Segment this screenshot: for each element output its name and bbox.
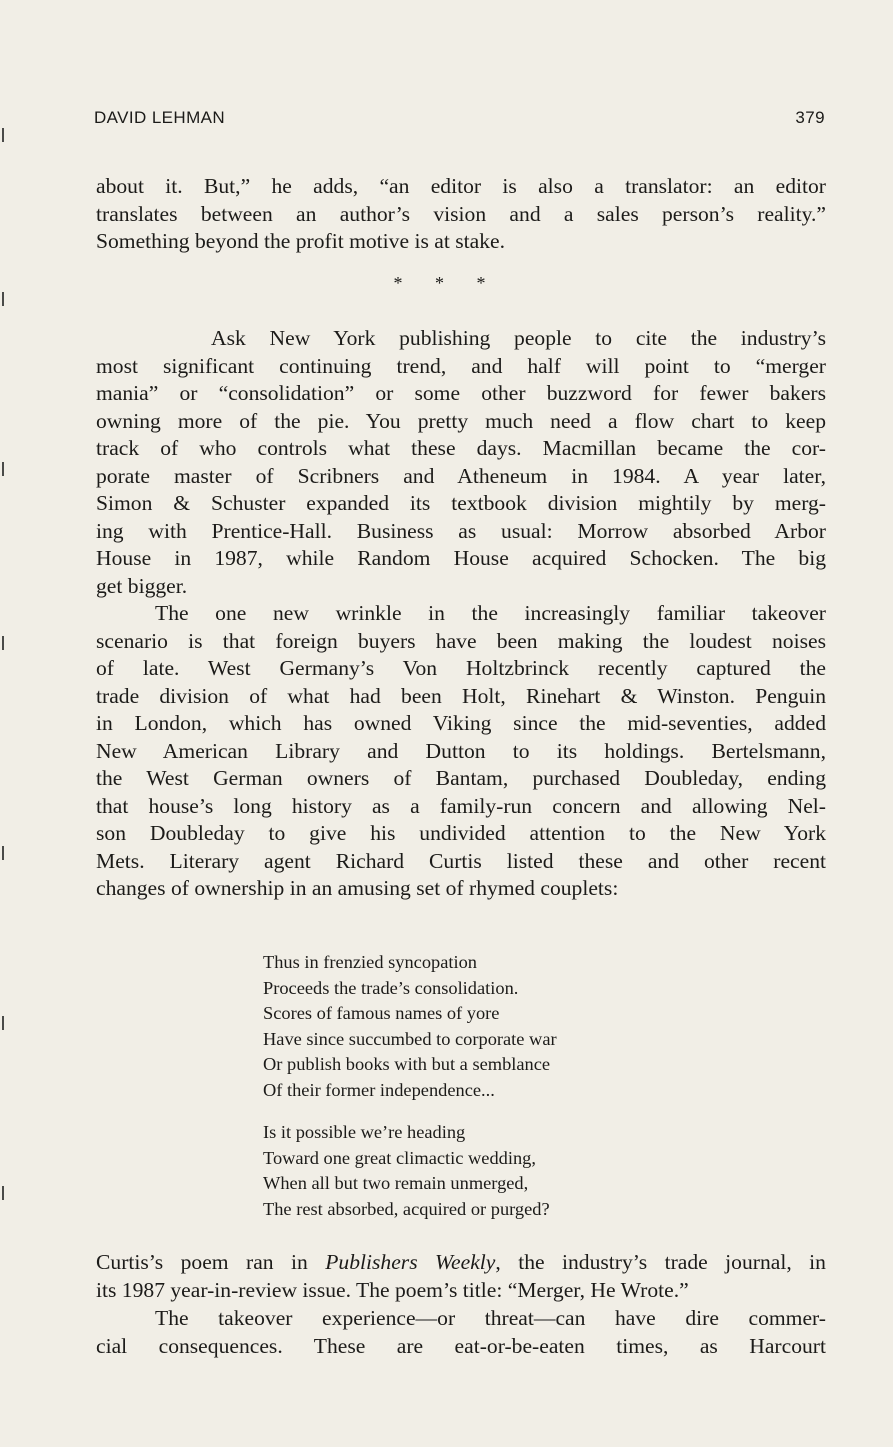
text-line: most significant continuing trend, and half will point to “merger xyxy=(96,353,826,378)
running-head-author: DAVID LEHMAN xyxy=(94,108,226,127)
text-line: mania” or “consolidation” or some other buzzword for fewer bakers xyxy=(96,381,826,405)
text-line: House in 1987, while Random House acquired Schocken. The big xyxy=(96,546,826,570)
publication-title: Publishers Weekly xyxy=(325,1250,496,1274)
paragraph-2 xyxy=(96,325,826,600)
poem-line: The rest absorbed, acquired or purged? xyxy=(263,1198,550,1219)
text-line: trade division of what had been Holt, Rinehart & Winston. Penguin xyxy=(96,683,826,708)
poem-line: Toward one great climactic wedding, xyxy=(263,1147,536,1168)
paragraph-1 xyxy=(96,173,826,256)
poem-line: Thus in frenzied syncopation xyxy=(263,952,477,972)
text-line: its 1987 year-in-review issue. The poem’s title: “Merger, He Wrote.” xyxy=(96,1277,689,1302)
poem-line: When all but two remain unmerged, xyxy=(263,1173,529,1193)
text-line: scenario is that foreign buyers have been making the loudest noises xyxy=(96,628,826,653)
binding-mark xyxy=(2,462,4,476)
text-line: Mets. Literary agent Richard Curtis listed these and other recent xyxy=(96,848,826,873)
text-line: porate master of Scribners and Atheneum in 1984. A year later, xyxy=(96,463,826,488)
page-number: 379 xyxy=(795,108,825,127)
poem-line: Or publish books with but a semblance xyxy=(263,1054,551,1074)
poem-line: Scores of famous names of yore xyxy=(263,1003,500,1023)
text-line: get bigger. xyxy=(96,573,188,598)
text-line: The takeover experience—or threat—can have dire commer- xyxy=(155,1306,826,1330)
binding-mark xyxy=(2,1016,4,1030)
text-line: changes of ownership in an amusing set of rhymed couplets: xyxy=(96,876,619,900)
poem-stanza-2 xyxy=(263,1120,743,1222)
poem-line: Have since succumbed to corporate war xyxy=(263,1028,557,1049)
paragraph-5 xyxy=(96,1305,826,1360)
text-run: Curtis’s poem ran in xyxy=(96,1250,326,1274)
text-line: translates between an author’s vision and a sales person’s reality.” xyxy=(96,201,826,226)
text-line: cial consequences. These are eat-or-be-eaten times, as Harcourt xyxy=(96,1333,826,1358)
binding-mark xyxy=(2,292,4,306)
binding-mark xyxy=(2,1186,4,1200)
text-line: of late. West Germany’s Von Holtzbrinck recently captured the xyxy=(96,656,826,680)
poem-line: Of their former independence... xyxy=(263,1079,495,1100)
text-line: that house’s long history as a family-run concern and allowing Nel- xyxy=(96,793,826,818)
paragraph-3 xyxy=(96,600,826,903)
binding-mark xyxy=(2,636,4,650)
text-line: the West German owners of Bantam, purchased Doubleday, ending xyxy=(96,766,826,790)
paragraph-4 xyxy=(96,1249,826,1304)
text-line: Something beyond the profit motive is at stake. xyxy=(96,229,506,253)
poem-stanza-1 xyxy=(263,950,743,1103)
text-line: owning more of the pie. You pretty much need a flow chart to keep xyxy=(96,408,826,433)
text-line: Ask New York publishing people to cite the industry’s xyxy=(211,326,826,350)
poem-excerpt xyxy=(263,950,743,1239)
text-line: Simon & Schuster expanded its textbook division mightily by merg- xyxy=(96,491,826,515)
text-line: about it. But,” he adds, “an editor is also a translator: an editor xyxy=(96,174,826,198)
text-run: , the industry’s trade journal, in xyxy=(495,1250,826,1274)
text-line: ing with Prentice-Hall. Business as usual: Morrow absorbed Arbor xyxy=(96,518,826,543)
text-line: son Doubleday to give his undivided attention to the New York xyxy=(96,821,826,845)
text-line: The one new wrinkle in the increasingly familiar takeover xyxy=(155,601,826,625)
text-line: New American Library and Dutton to its holdings. Bertelsmann, xyxy=(96,738,826,763)
poem-line: Proceeds the trade’s consolidation. xyxy=(263,977,519,998)
text-line: track of who controls what these days. Macmillan became the cor- xyxy=(96,436,826,460)
section-separator: * * * xyxy=(393,273,500,293)
binding-mark xyxy=(2,846,4,860)
poem-line: Is it possible we’re heading xyxy=(263,1122,466,1142)
text-line xyxy=(96,1249,826,1277)
binding-mark xyxy=(2,128,4,142)
text-line: in London, which has owned Viking since the mid-seventies, added xyxy=(96,711,826,735)
